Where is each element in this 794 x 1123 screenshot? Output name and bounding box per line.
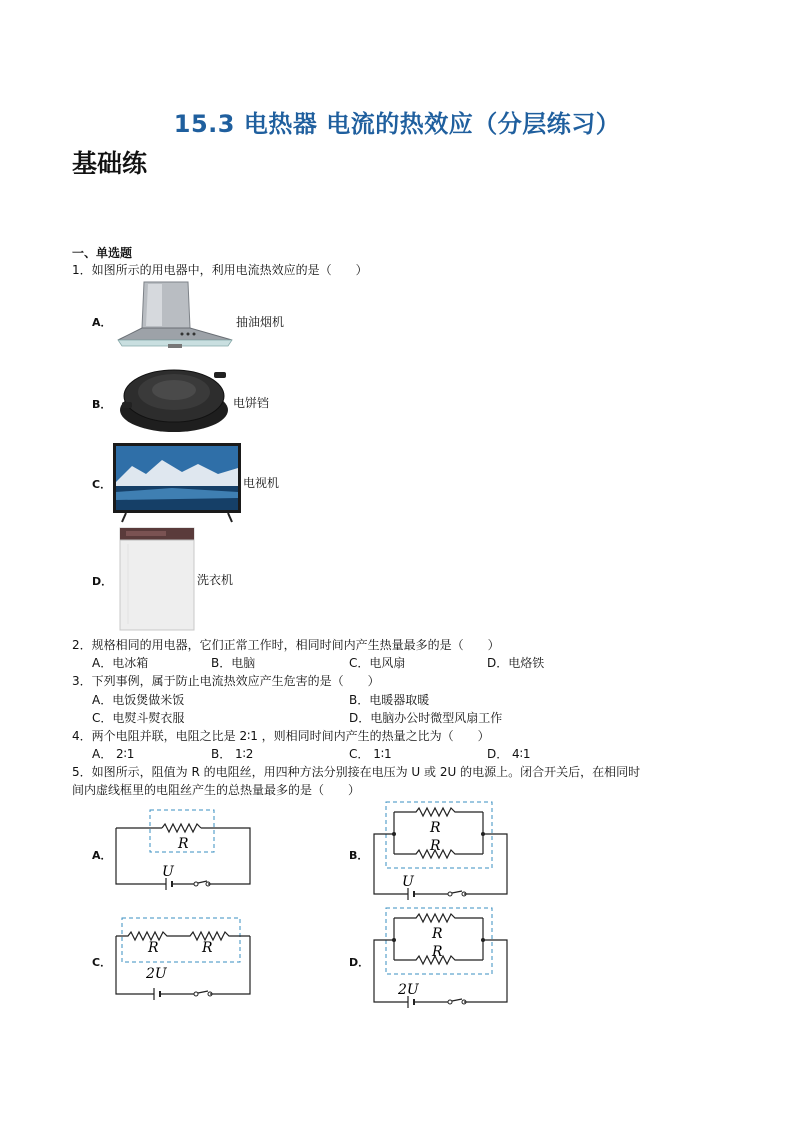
q3-option-b: B．电暖器取暖 [349, 693, 430, 707]
circuit-c-switch [198, 991, 208, 993]
q2-option-c: C．电风扇 [349, 656, 406, 670]
electric-griddle-image [118, 362, 230, 438]
q2-option-d: D．电烙铁 [487, 656, 545, 670]
question-5-stem-line-2: 间内虚线框里的电阻丝产生的总热量最多的是（ ） [72, 783, 361, 797]
circuit-b-resistor-1 [394, 808, 483, 816]
circuit-b-u-label: U [402, 874, 414, 890]
circuit-c-r-label-2: R [202, 940, 213, 956]
q4-option-b: B． 1∶2 [211, 747, 254, 761]
circuit-d-switch [452, 999, 462, 1001]
question-4-stem: 4．两个电阻并联，电阻之比是 2∶1 ，则相同时间内产生的热量之比为（ ） [72, 729, 490, 743]
circuit-d-2u-label: 2U [398, 982, 419, 998]
circuit-a-diagram [112, 806, 258, 890]
q3-option-d: D．电脑办公时微型风扇工作 [349, 711, 503, 725]
q1-option-c-letter: C． [92, 478, 112, 491]
circuit-a-switch [198, 881, 207, 883]
q3-option-a: A．电饭煲做米饭 [92, 693, 185, 707]
q1-option-a-label: 抽油烟机 [236, 315, 285, 329]
q1-option-d-label: 洗衣机 [197, 573, 234, 587]
q1-option-b-letter: B． [92, 398, 112, 411]
circuit-d-diagram [370, 906, 520, 1010]
circuit-b-r-label-top: R [430, 820, 441, 836]
page-subtitle: 基础练 [72, 149, 148, 178]
circuit-c-diagram [112, 914, 258, 1000]
range-hood-image [112, 278, 236, 358]
circuit-b-diagram [370, 800, 520, 902]
q4-option-c: C． 1∶1 [349, 747, 392, 761]
q2-option-a: A．电冰箱 [92, 656, 149, 670]
circuit-c-resistor-1 [116, 932, 184, 940]
television-image [112, 442, 242, 524]
q1-option-b-label: 电饼铛 [233, 396, 270, 410]
q5-option-d-letter: D． [349, 956, 370, 969]
circuit-b-r-label-bottom: R [430, 838, 441, 854]
circuit-a-r-label: R [178, 836, 189, 852]
question-3-stem: 3．下列事例，属于防止电流热效应产生危害的是（ ） [72, 674, 380, 688]
q5-option-c-letter: C． [92, 956, 112, 969]
q2-option-b: B．电脑 [211, 656, 256, 670]
q4-option-d: D． 4∶1 [487, 747, 531, 761]
circuit-c-r-label-1: R [148, 940, 159, 956]
circuit-d-r-label-bottom: R [432, 944, 443, 960]
q5-option-b-letter: B． [349, 849, 369, 862]
q3-option-c: C．电熨斗熨衣服 [92, 711, 185, 725]
circuit-d-resistor-1 [394, 914, 483, 922]
circuit-d-r-label-top: R [432, 926, 443, 942]
circuit-a-resistor [162, 824, 201, 832]
circuit-c-dashed-box [122, 918, 240, 962]
q1-option-c-label: 电视机 [243, 476, 280, 490]
question-5-stem-line-1: 5．如图所示，阻值为 R 的电阻丝，用四种方法分别接在电压为 U 或 2U 的电源上。闭合开关后，在相同时 [72, 765, 641, 779]
q4-option-a: A． 2∶1 [92, 747, 135, 761]
circuit-a-u-label: U [162, 864, 174, 880]
q1-option-d-letter: D． [92, 575, 113, 588]
washing-machine-image [118, 524, 196, 634]
circuit-c-2u-label: 2U [146, 966, 167, 982]
circuit-b-switch [452, 891, 462, 893]
q5-option-a-letter: A． [92, 849, 112, 862]
q1-option-a-letter: A． [92, 316, 112, 329]
page-title: 15.3 电热器 电流的热效应（分层练习） [173, 110, 621, 138]
question-2-stem: 2．规格相同的用电器，它们正常工作时，相同时间内产生热量最多的是（ ） [72, 638, 500, 652]
question-1-stem: 1．如图所示的用电器中，利用电流热效应的是（ ） [72, 263, 368, 277]
section-heading: 一、单选题 [72, 246, 133, 260]
